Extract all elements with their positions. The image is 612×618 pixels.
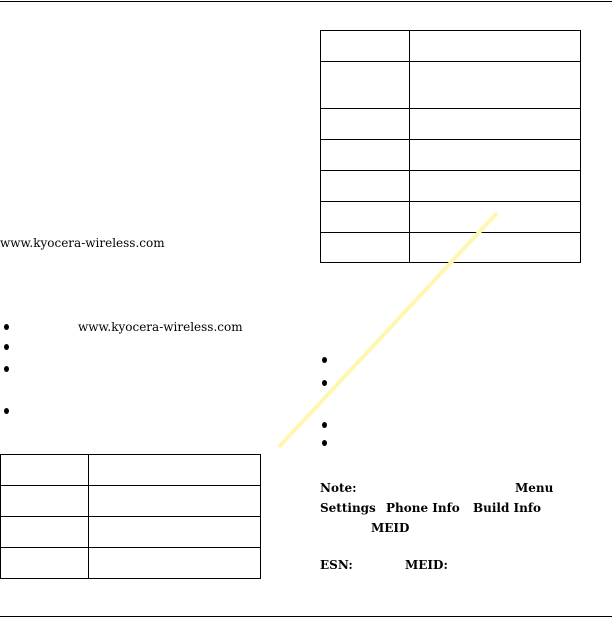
left-bottom-table bbox=[0, 454, 261, 579]
bullet-3 bbox=[4, 366, 9, 372]
right-bullet-4 bbox=[322, 440, 327, 446]
bullet-1 bbox=[4, 324, 9, 330]
meid-id-label: MEID: bbox=[405, 558, 448, 572]
bullet-2 bbox=[4, 344, 9, 350]
list-item-url[interactable]: www.kyocera-wireless.com bbox=[78, 320, 243, 334]
right-top-table bbox=[320, 30, 581, 263]
right-bullet-3 bbox=[322, 422, 327, 428]
phone-info-label: Phone Info bbox=[386, 501, 460, 515]
website-url[interactable]: www.kyocera-wireless.com bbox=[0, 236, 165, 250]
build-info-label: Build Info bbox=[473, 501, 542, 515]
esn-label: ESN: bbox=[320, 558, 353, 572]
bottom-rule bbox=[0, 616, 612, 617]
right-bullet-2 bbox=[322, 380, 327, 386]
bullet-4 bbox=[4, 408, 9, 414]
menu-label: Menu bbox=[515, 481, 554, 495]
settings-label: Settings bbox=[320, 501, 376, 515]
top-rule bbox=[0, 1, 612, 2]
note-label: Note: bbox=[320, 481, 357, 495]
meid-label: MEID bbox=[371, 521, 410, 535]
right-bullet-1 bbox=[322, 357, 327, 363]
